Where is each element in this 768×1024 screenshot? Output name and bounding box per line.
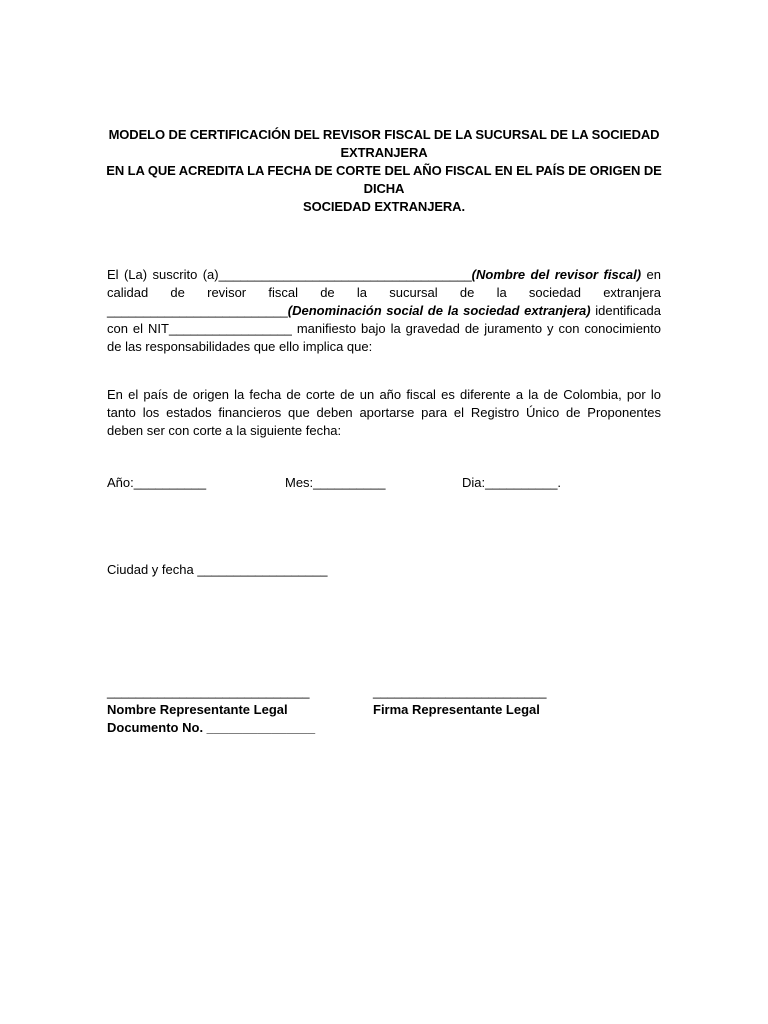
title-line-1: MODELO DE CERTIFICACIÓN DEL REVISOR FISCAL DE LA SUCURSAL DE LA SOCIEDAD EXTRANJERA [108,127,660,160]
document-title [100,126,668,216]
legal-representative-signature-block [373,683,547,719]
date-fields-row [0,474,768,492]
sucursal-text: en calidad de revisor fiscal de la sucursal de la sociedad extranjera _________________________ [107,267,661,318]
suscrito-text: El (La) suscrito (a)___________________________________ [107,267,472,282]
fiscal-year-text: En el país de origen la fecha de corte de un año fiscal es diferente a la de Colombia, por lo tanto los estados financieros que deben aportarse para el Registro Único de Proponentes deben ser con corte a la siguiente fecha: [107,387,661,438]
title-line-2: EN LA QUE ACREDITA LA FECHA DE CORTE DEL AÑO FISCAL EN EL PAÍS DE ORIGEN DE DICHA [106,163,662,196]
signature-label: Firma Representante Legal [373,702,540,717]
month-field: Mes:__________ [285,475,386,490]
nit-text: identificada con el NIT_________________ manifiesto bajo la gravedad de juramento y con conocimiento de las responsabilidades que ello implica que: [107,303,661,354]
legal-representative-name-block [107,683,315,737]
certification-paragraph [107,266,661,356]
fiscal-year-paragraph [107,386,661,440]
name-signature-line: ____________________________ [107,684,310,699]
city-date-field: Ciudad y fecha __________________ [107,562,328,577]
title-line-3: SOCIEDAD EXTRANJERA. [303,199,465,214]
name-label: Nombre Representante Legal [107,702,288,717]
certification-text [107,266,661,356]
company-name-hint: (Denominación social de la sociedad extranjera) [287,303,591,318]
year-field: Año:__________ [107,475,207,490]
document-number-field: Documento No. _______________ [107,720,316,735]
day-field: Dia:__________. [462,475,562,490]
signature-line: ________________________ [373,684,547,699]
revisor-name-hint: (Nombre del revisor fiscal) [471,267,642,282]
